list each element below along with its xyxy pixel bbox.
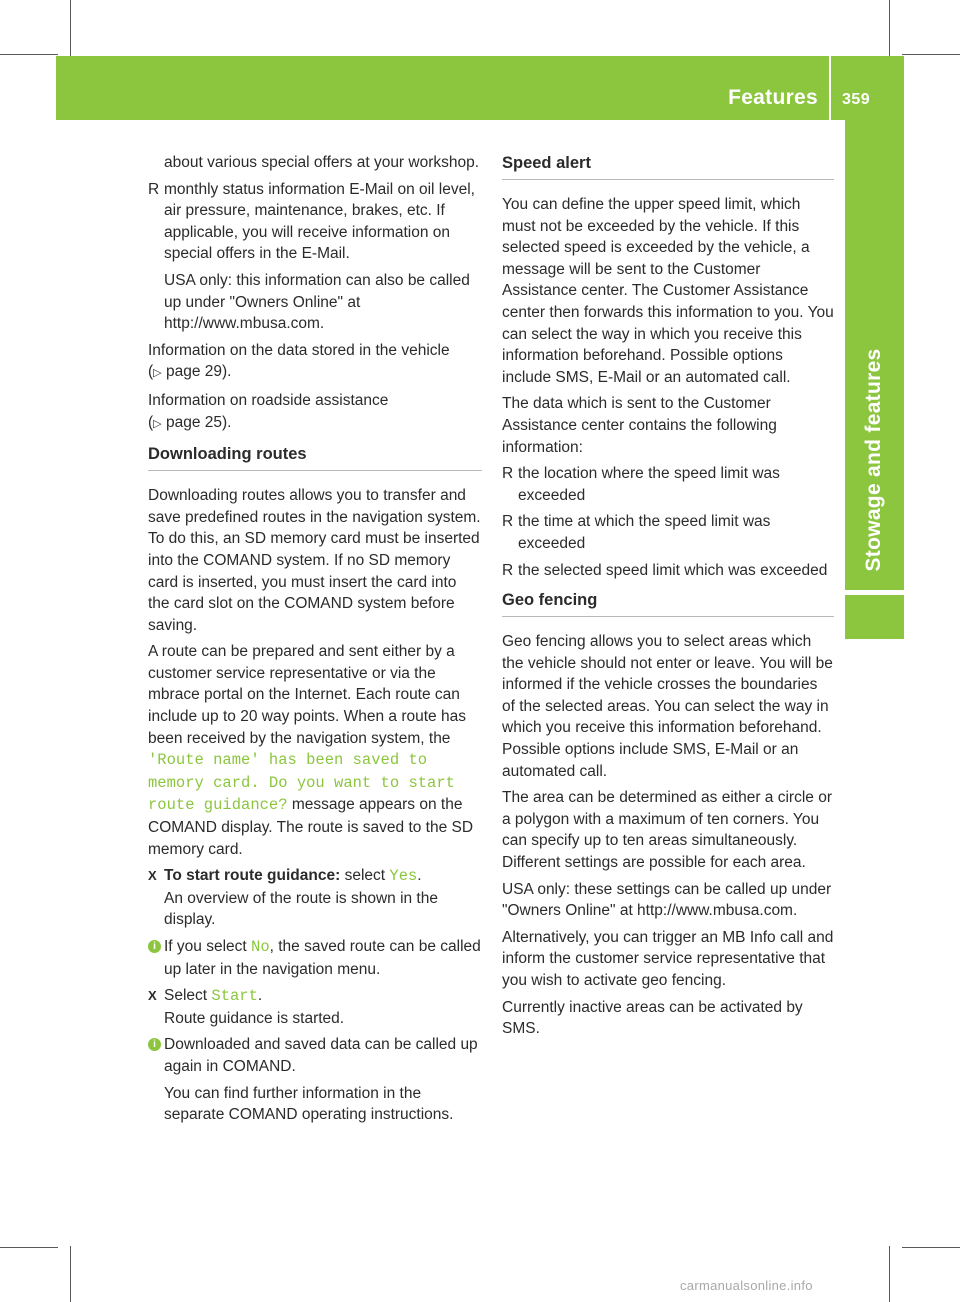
bullet-mark: R	[148, 180, 160, 198]
paragraph	[148, 641, 482, 860]
step-label: To start route guidance:	[164, 867, 341, 885]
paragraph-text: A route can be prepared and sent either by a customer service representative or via the mbrace portal on the Internet. Each route can include up to 20 way points. When a route has been received by the navigation system, the	[148, 643, 466, 747]
paragraph: The data which is sent to the Customer Assistance center contains the following information:	[502, 395, 777, 456]
crop-mark	[889, 0, 890, 56]
paragraph: Currently inactive areas can be activated by SMS.	[502, 998, 803, 1038]
section-heading-downloading-routes: Downloading routes	[148, 445, 482, 471]
watermark: carmanualsonline.info	[680, 1278, 813, 1293]
step-text: Select	[164, 987, 208, 1005]
info-note	[148, 1034, 482, 1077]
paragraph: Information on the data stored in the vehicle (▷ page 29).	[148, 341, 450, 381]
bullet-mark: R	[502, 513, 514, 531]
page-ref-arrow-icon: ▷	[153, 417, 162, 430]
step-arrow-icon: X	[148, 988, 157, 1004]
section-heading-geo-fencing: Geo fencing	[502, 591, 834, 617]
crop-mark	[70, 0, 71, 56]
crop-mark	[902, 1247, 960, 1248]
page-ref-arrow-icon: ▷	[153, 367, 162, 380]
page-reference[interactable]: page 25).	[165, 413, 232, 431]
note-text: , the saved route can be called up later in the navigation menu.	[164, 938, 481, 978]
left-column	[148, 152, 482, 1131]
menu-item-code: Yes	[389, 867, 418, 886]
list-item-text: the location where the speed limit was exceeded	[518, 465, 780, 504]
menu-item-code: Start	[211, 987, 258, 1006]
crop-mark	[0, 54, 58, 55]
info-icon: i	[148, 1038, 161, 1051]
list-item	[502, 463, 834, 506]
list-item	[502, 560, 834, 582]
paragraph: Information on roadside assistance (▷ page 25).	[148, 391, 389, 431]
list-item-text: the time at which the speed limit was exceeded	[518, 513, 771, 552]
section-title: Features	[728, 86, 818, 109]
note-text: You can find further information in the separate COMAND operating instructions.	[164, 1084, 454, 1124]
step-text: select	[344, 867, 386, 885]
paragraph-text: Information on roadside assistance	[148, 391, 389, 409]
paragraph: Geo fencing allows you to select areas which the vehicle should not enter or leave. You will be informed if the vehicle crosses the boundaries of the selected areas. You can select the way in which you receive this information beforehand. Possible options include SMS, E-Mail or an automated call.	[502, 633, 833, 780]
paragraph: USA only: this information can also be called up under "Owners Online" at http://www.mbusa.com.	[164, 271, 470, 333]
crop-mark	[889, 1246, 890, 1302]
page-number: 359	[842, 91, 871, 108]
right-column	[502, 152, 834, 1045]
paragraph: You can define the upper speed limit, which must not be exceeded by the vehicle. If this selected speed is exceeded by the vehicle, a message will be sent to the Customer Assistance center. The Customer Assistance center then forwards this information to you. You can select the way in which you receive this information beforehand. Possible options include SMS, E-Mail or an automated call.	[502, 196, 834, 386]
crop-mark	[70, 1246, 71, 1302]
list-item	[502, 511, 834, 554]
display-message-code: 'Route name' has been saved to memory card. Do you want to start route guidance?	[148, 751, 455, 815]
paragraph-text: Information on the data stored in the vehicle	[148, 341, 450, 359]
step-arrow-icon: X	[148, 868, 157, 884]
paragraph: The area can be determined as either a circle or a polygon with a maximum of ten corners. You can specify up to ten areas simultaneously. Different settings are possible for each area.	[502, 789, 832, 872]
crop-mark	[0, 1247, 58, 1248]
paragraph: about various special offers at your workshop.	[164, 154, 480, 171]
chapter-tab-label: Stowage and features	[862, 348, 885, 572]
instruction-step: X To start route guidance: select Yes. An overview of the route is shown in the display.	[148, 867, 438, 929]
list-item-text: monthly status information E-Mail on oil level, air pressure, maintenance, brakes, etc. If applicable, you will receive information on special offers in the E-Mail.	[164, 180, 475, 263]
paragraph: USA only: these settings can be called up under "Owners Online" at http://www.mbusa.com.	[502, 880, 832, 920]
header-separator	[829, 56, 831, 120]
info-icon: i	[148, 940, 161, 953]
bullet-mark: R	[502, 561, 514, 579]
step-result: An overview of the route is shown in the display.	[164, 889, 438, 929]
menu-item-code: No	[251, 938, 270, 956]
step-result: Route guidance is started.	[164, 1009, 345, 1027]
paragraph-text: message appears on the COMAND display. The route is saved to the SD memory card.	[148, 796, 474, 858]
paragraph: Alternatively, you can trigger an MB Info call and inform the customer service representative that you wish to activate geo fencing.	[502, 928, 834, 989]
note-text: Downloaded and saved data can be called up again in COMAND.	[164, 1036, 478, 1075]
crop-mark	[902, 54, 960, 55]
list-item-text: the selected speed limit which was exceeded	[518, 561, 828, 579]
chapter-marker	[845, 595, 904, 639]
note-text: If you select	[164, 938, 247, 955]
section-heading-speed-alert: Speed alert	[502, 154, 834, 180]
info-note	[148, 936, 482, 980]
page-reference[interactable]: page 29).	[165, 363, 232, 381]
list-item	[148, 179, 482, 265]
instruction-step: X Select Start. Route guidance is started.	[148, 987, 345, 1027]
paragraph: Downloading routes allows you to transfer and save predefined routes in the navigation system. To do this, an SD memory card must be inserted into the COMAND system. If no SD memory card is inserted, you must insert the card into the card slot on the COMAND system before saving.	[148, 487, 481, 634]
bullet-mark: R	[502, 465, 514, 483]
